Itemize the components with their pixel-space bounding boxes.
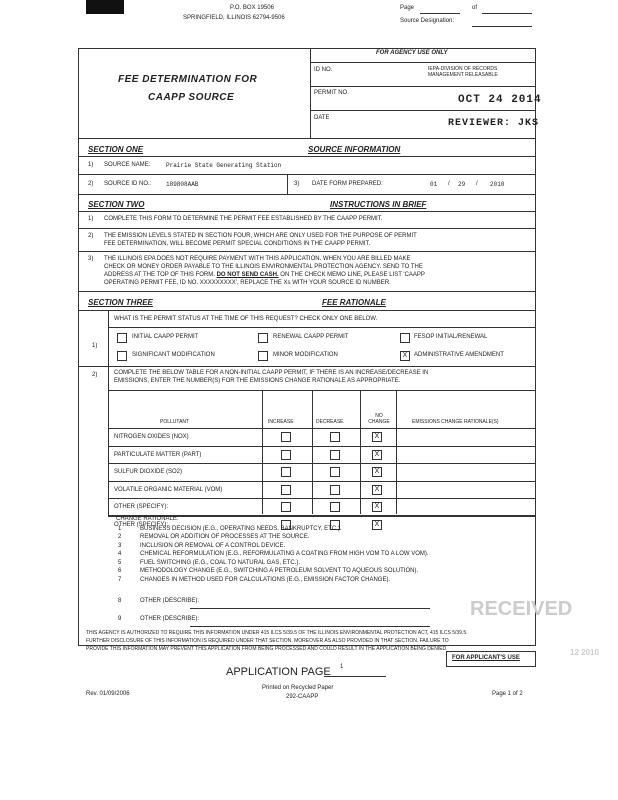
s2-line2 (78, 251, 535, 252)
agency-sep3 (310, 110, 535, 111)
instr3-no-cash: DO NOT SEND CASH. (216, 272, 279, 278)
form-title-line1: FEE DETERMINATION FOR (118, 74, 258, 85)
pollutant-no-change-checkbox[interactable]: X (372, 485, 382, 495)
form-title-line2: CAAPP SOURCE (148, 92, 235, 103)
agency-sep2 (310, 86, 535, 87)
s3-numcol (108, 310, 109, 392)
source-name-value: Prairie State Generating Station (166, 162, 282, 169)
rationale-text: CHANGES IN METHOD USED FOR CALCULATIONS (E.G., EMISSION FACTOR CHANGE). (140, 577, 391, 583)
rationale-num: 6 (118, 568, 122, 574)
pollutant-increase-checkbox[interactable] (281, 432, 291, 442)
application-page-label: APPLICATION PAGE (226, 666, 331, 678)
rationale-num: 2 (118, 534, 122, 540)
renewal-caapp-checkbox[interactable] (258, 333, 268, 343)
tbl-v1 (262, 390, 263, 514)
minor-mod-checkbox[interactable] (258, 351, 268, 361)
of-label: of (472, 5, 478, 11)
s2-top (78, 211, 535, 212)
rationale-num: 1 (118, 526, 122, 532)
rationale-text: CHEMICAL REFORMULATION (E.G., REFORMULATING A COATING FROM HIGH VOM TO A LOW VOM). (140, 551, 429, 557)
q1-text: WHAT IS THE PERMIT STATUS AT THE TIME OF THIS REQUEST? CHECK ONLY ONE BELOW. (114, 316, 378, 322)
disclaimer-1: THIS AGENCY IS AUTHORIZED TO REQUIRE THIS INFORMATION UNDER 415 ILCS 5/39.5 OF THE ILLINOIS ENVIRONMENTAL PROTECTION ACT, 415 ILCS 5/39.5. (86, 630, 468, 636)
pollutant-name: VOLATILE ORGANIC MATERIAL (VOM) (114, 486, 223, 493)
s1-row3-num: 3) (294, 181, 300, 187)
pollutant-row-line (108, 446, 535, 447)
s1-top (78, 156, 535, 157)
pollutant-name: PARTICULATE MATTER (PART) (114, 451, 202, 458)
reviewer-stamp: REVIEWER: JKS (448, 118, 540, 129)
renewal-caapp-label: RENEWAL CAAPP PERMIT (273, 334, 349, 340)
initial-caapp-checkbox[interactable] (117, 333, 127, 343)
section-two-label: SECTION TWO (88, 200, 145, 209)
instr3-text2: CHECK OR MONEY ORDER PAYABLE TO THE ILLINOIS ENVIRONMENTAL PROTECTION AGENCY. SEND TO THE (104, 264, 423, 270)
section-three-label: SECTION THREE (88, 298, 153, 307)
rationale-num: 9 (118, 616, 122, 622)
tbl-v3 (360, 390, 361, 514)
q1-bottom (78, 366, 535, 367)
id-no-label: ID NO. (314, 67, 333, 73)
pollutant-decrease-checkbox[interactable] (330, 502, 340, 512)
date-label: DATE (314, 115, 330, 121)
pollutant-name: NITROGEN OXIDES (NOX) (114, 434, 189, 440)
page-of: Page 1 of 2 (492, 691, 523, 697)
received-stamp: IEPA-DIVISION OF RECORDS MANAGEMENT RELEASABLE (428, 66, 498, 78)
q2-line1: COMPLETE THE BELOW TABLE FOR A NON-INITIAL CAAPP PERMIT, IF THERE IS AN INCREASE/DECREASE IN (114, 370, 429, 376)
title-bottom (78, 138, 535, 139)
rationale-text: METHODOLOGY CHANGE (E.G., SWITCHING A PETROLEUM SOLVENT TO AQUEOUS SOLUTION). (140, 568, 419, 574)
rationale-num: 8 (118, 598, 122, 604)
designation-line (472, 26, 532, 27)
change-rationale-label: CHANGE RATIONALE: (116, 516, 179, 522)
applicant-use-label: FOR APPLICANT'S USE (452, 655, 520, 661)
source-name-label: SOURCE NAME: (104, 162, 151, 168)
rationale-text: REMOVAL OR ADDITION OF PROCESSES AT THE SOURCE. (140, 534, 310, 540)
pollutant-decrease-checkbox[interactable] (330, 432, 340, 442)
city-address: SPRINGFIELD, ILLINOIS 62794-9506 (183, 15, 285, 21)
pollutant-name: OTHER (SPECIFY): (114, 504, 169, 510)
pollutant-no-change-checkbox[interactable]: X (372, 432, 382, 442)
source-id-label: SOURCE ID NO.: (104, 181, 152, 187)
significant-mod-checkbox[interactable] (117, 351, 127, 361)
th-decrease: DECREASE (316, 419, 344, 425)
rationale-text: BUSINESS DECISION (E.G., OPERATING NEEDS, BANKRUPTCY, ETC.). (140, 526, 342, 532)
instr1-num: 1) (88, 216, 94, 222)
permit-no-label: PERMIT NO. (314, 90, 349, 96)
pollutant-row-line (108, 498, 535, 499)
pollutant-no-change-checkbox[interactable]: X (372, 502, 382, 512)
printed-recycled: Printed on Recycled Paper (262, 685, 334, 691)
other9-line (190, 626, 430, 627)
th-pollutant: POLLUTANT (160, 419, 190, 425)
instr3-text3c: ON THE CHECK MEMO LINE, PLEASE LIST 'CAAPP (280, 272, 425, 278)
rationale-num: 3 (118, 543, 122, 549)
page-label: Page (400, 5, 415, 11)
admin-amendment-label: ADMINISTRATIVE AMENDMENT (414, 352, 504, 358)
date-stamp: OCT 24 2014 (458, 94, 542, 106)
pollutant-no-change-checkbox[interactable]: X (372, 520, 382, 530)
pollutant-row-line (108, 428, 535, 429)
s2-bottom (78, 291, 535, 292)
fesop-label: FESOP INITIAL/RENEWAL (414, 334, 488, 340)
application-page-value: 1 (340, 664, 344, 670)
section-three-heading: FEE RATIONALE (322, 298, 386, 307)
pollutant-decrease-checkbox[interactable] (330, 467, 340, 477)
rationale-num: 5 (118, 560, 122, 566)
rev-date: Rev. 01/09/2006 (86, 691, 130, 697)
th-no-change: NO CHANGE (368, 413, 390, 425)
s1-row1-num: 1) (88, 162, 94, 168)
instr2-num: 2) (88, 233, 94, 239)
instr3-text4: OPERATING PERMIT FEE, ID NO. XXXXXXXXX', REPLACE THE Xs WITH YOUR SOURCE ID NUMBER. (104, 280, 391, 286)
date-day: 29 (458, 181, 466, 188)
s1-row2-num: 2) (88, 181, 94, 187)
rationale-text: OTHER (DESCRIBE): (140, 616, 200, 622)
instr1-text: COMPLETE THIS FORM TO DETERMINE THE PERMIT FEE ESTABLISHED BY THE CAAPP PERMIT. (104, 216, 383, 222)
date-year: 2010 (490, 181, 505, 188)
source-id-value: 189808AAB (166, 181, 199, 188)
pollutant-increase-checkbox[interactable] (281, 467, 291, 477)
tbl-v2 (312, 390, 313, 514)
disclaimer-3: PROVIDE THIS INFORMATION MAY PREVENT THIS APPLICATION FROM BEING PROCESSED AND COULD RESULT IN THE APPLICATION BEING DENIED. (86, 646, 448, 652)
pollutant-row-line (108, 463, 535, 464)
instr3-text3a: ADDRESS AT THE TOP OF THIS FORM. (104, 272, 215, 278)
date-sep1: / (448, 181, 450, 187)
pollutant-decrease-checkbox[interactable] (330, 450, 340, 460)
date-sep2: / (476, 181, 478, 187)
instr2-text1: THE EMISSION LEVELS STATED IN SECTION FOUR, WHICH ARE ONLY USED FOR THE PURPOSE OF PERMIT (104, 233, 417, 239)
rationale-text: INCLUSION OR REMOVAL OF A CONTROL DEVICE. (140, 543, 286, 549)
pollutant-decrease-checkbox[interactable] (330, 485, 340, 495)
initial-caapp-label: INITIAL CAAPP PERMIT (132, 334, 199, 340)
pollutant-no-change-checkbox[interactable]: X (372, 467, 382, 477)
section-one-label: SECTION ONE (88, 145, 144, 154)
pollutant-name: OTHER (SPECIFY): (114, 521, 169, 528)
stamp-date: 12 2010 (570, 648, 599, 657)
source-designation-label: Source Designation: (400, 18, 455, 24)
instr2-text2: FEE DETERMINATION, WILL BECOME PERMIT SPECIAL CONDITIONS IN THE CAAPP PERMIT. (104, 241, 371, 247)
tbl-v4 (396, 390, 397, 514)
q1-sep (108, 327, 535, 328)
pollutant-no-change-checkbox[interactable]: X (372, 450, 382, 460)
th-increase: INCREASE (268, 419, 294, 425)
other8-line (190, 608, 430, 609)
pollutant-increase-checkbox[interactable] (281, 450, 291, 460)
minor-mod-label: MINOR MODIFICATION (273, 352, 338, 358)
section-one-heading: SOURCE INFORMATION (308, 145, 401, 154)
th-rationale: EMISSIONS CHANGE RATIONALE(S) (412, 419, 499, 425)
s1-line1 (78, 174, 535, 175)
form-code: 292-CAAPP (286, 694, 319, 700)
pollutant-row-line (108, 481, 535, 482)
q2-num: 2) (92, 372, 98, 378)
rationale-text: OTHER (DESCRIBE): (140, 598, 200, 604)
fesop-checkbox[interactable] (400, 333, 410, 343)
q2-line2: EMISSIONS, ENTER THE NUMBER(S) FOR THE EMISSIONS CHANGE RATIONALE AS APPROPRIATE. (114, 378, 401, 384)
top-black-block (86, 0, 124, 14)
admin-amendment-checkbox[interactable]: X (400, 351, 410, 361)
disclaimer-2: FURTHER DISCLOSURE OF THIS INFORMATION IS REQUIRED UNDER THAT SECTION. MOREOVER AS ALSO PROVIDED IN THAT SECTION, FAILURE TO (86, 638, 449, 644)
instr3-num: 3) (88, 256, 94, 262)
agency-heading: FOR AGENCY USE ONLY (376, 50, 448, 56)
of-line (482, 13, 532, 14)
agency-sep (310, 62, 535, 63)
date-month: 01 (430, 181, 438, 188)
s1-vsep (287, 174, 288, 194)
po-box: P.O. BOX 19506 (230, 5, 274, 11)
pollutant-increase-checkbox[interactable] (281, 502, 291, 512)
s2-line1 (78, 228, 535, 229)
q1-num: 1) (92, 343, 98, 349)
s1-bottom (78, 194, 535, 195)
pollutant-increase-checkbox[interactable] (281, 485, 291, 495)
significant-mod-label: SIGNIFICANT MODIFICATION (132, 352, 215, 358)
rationale-num: 7 (118, 577, 122, 583)
pollutant-name: SULFUR DIOXIDE (SO2) (114, 469, 183, 475)
rationale-num: 4 (118, 551, 122, 557)
app-page-line (324, 676, 386, 677)
section-two-heading: INSTRUCTIONS IN BRIEF (330, 200, 427, 209)
date-form-label: DATE FORM PREPARED: (312, 181, 383, 187)
s3-top (78, 310, 535, 311)
instr3-text1: THE ILLINOIS EPA DOES NOT REQUIRE PAYMENT WITH THIS APPLICATION. WHEN YOU ARE BILLED MAKE (104, 256, 411, 262)
rationale-text: FUEL SWITCHING (E.G., COAL TO NATURAL GAS, ETC.). (140, 560, 301, 566)
received-watermark: RECEIVED (470, 598, 573, 620)
instr3-text3 (104, 272, 425, 278)
page-line (420, 13, 460, 14)
